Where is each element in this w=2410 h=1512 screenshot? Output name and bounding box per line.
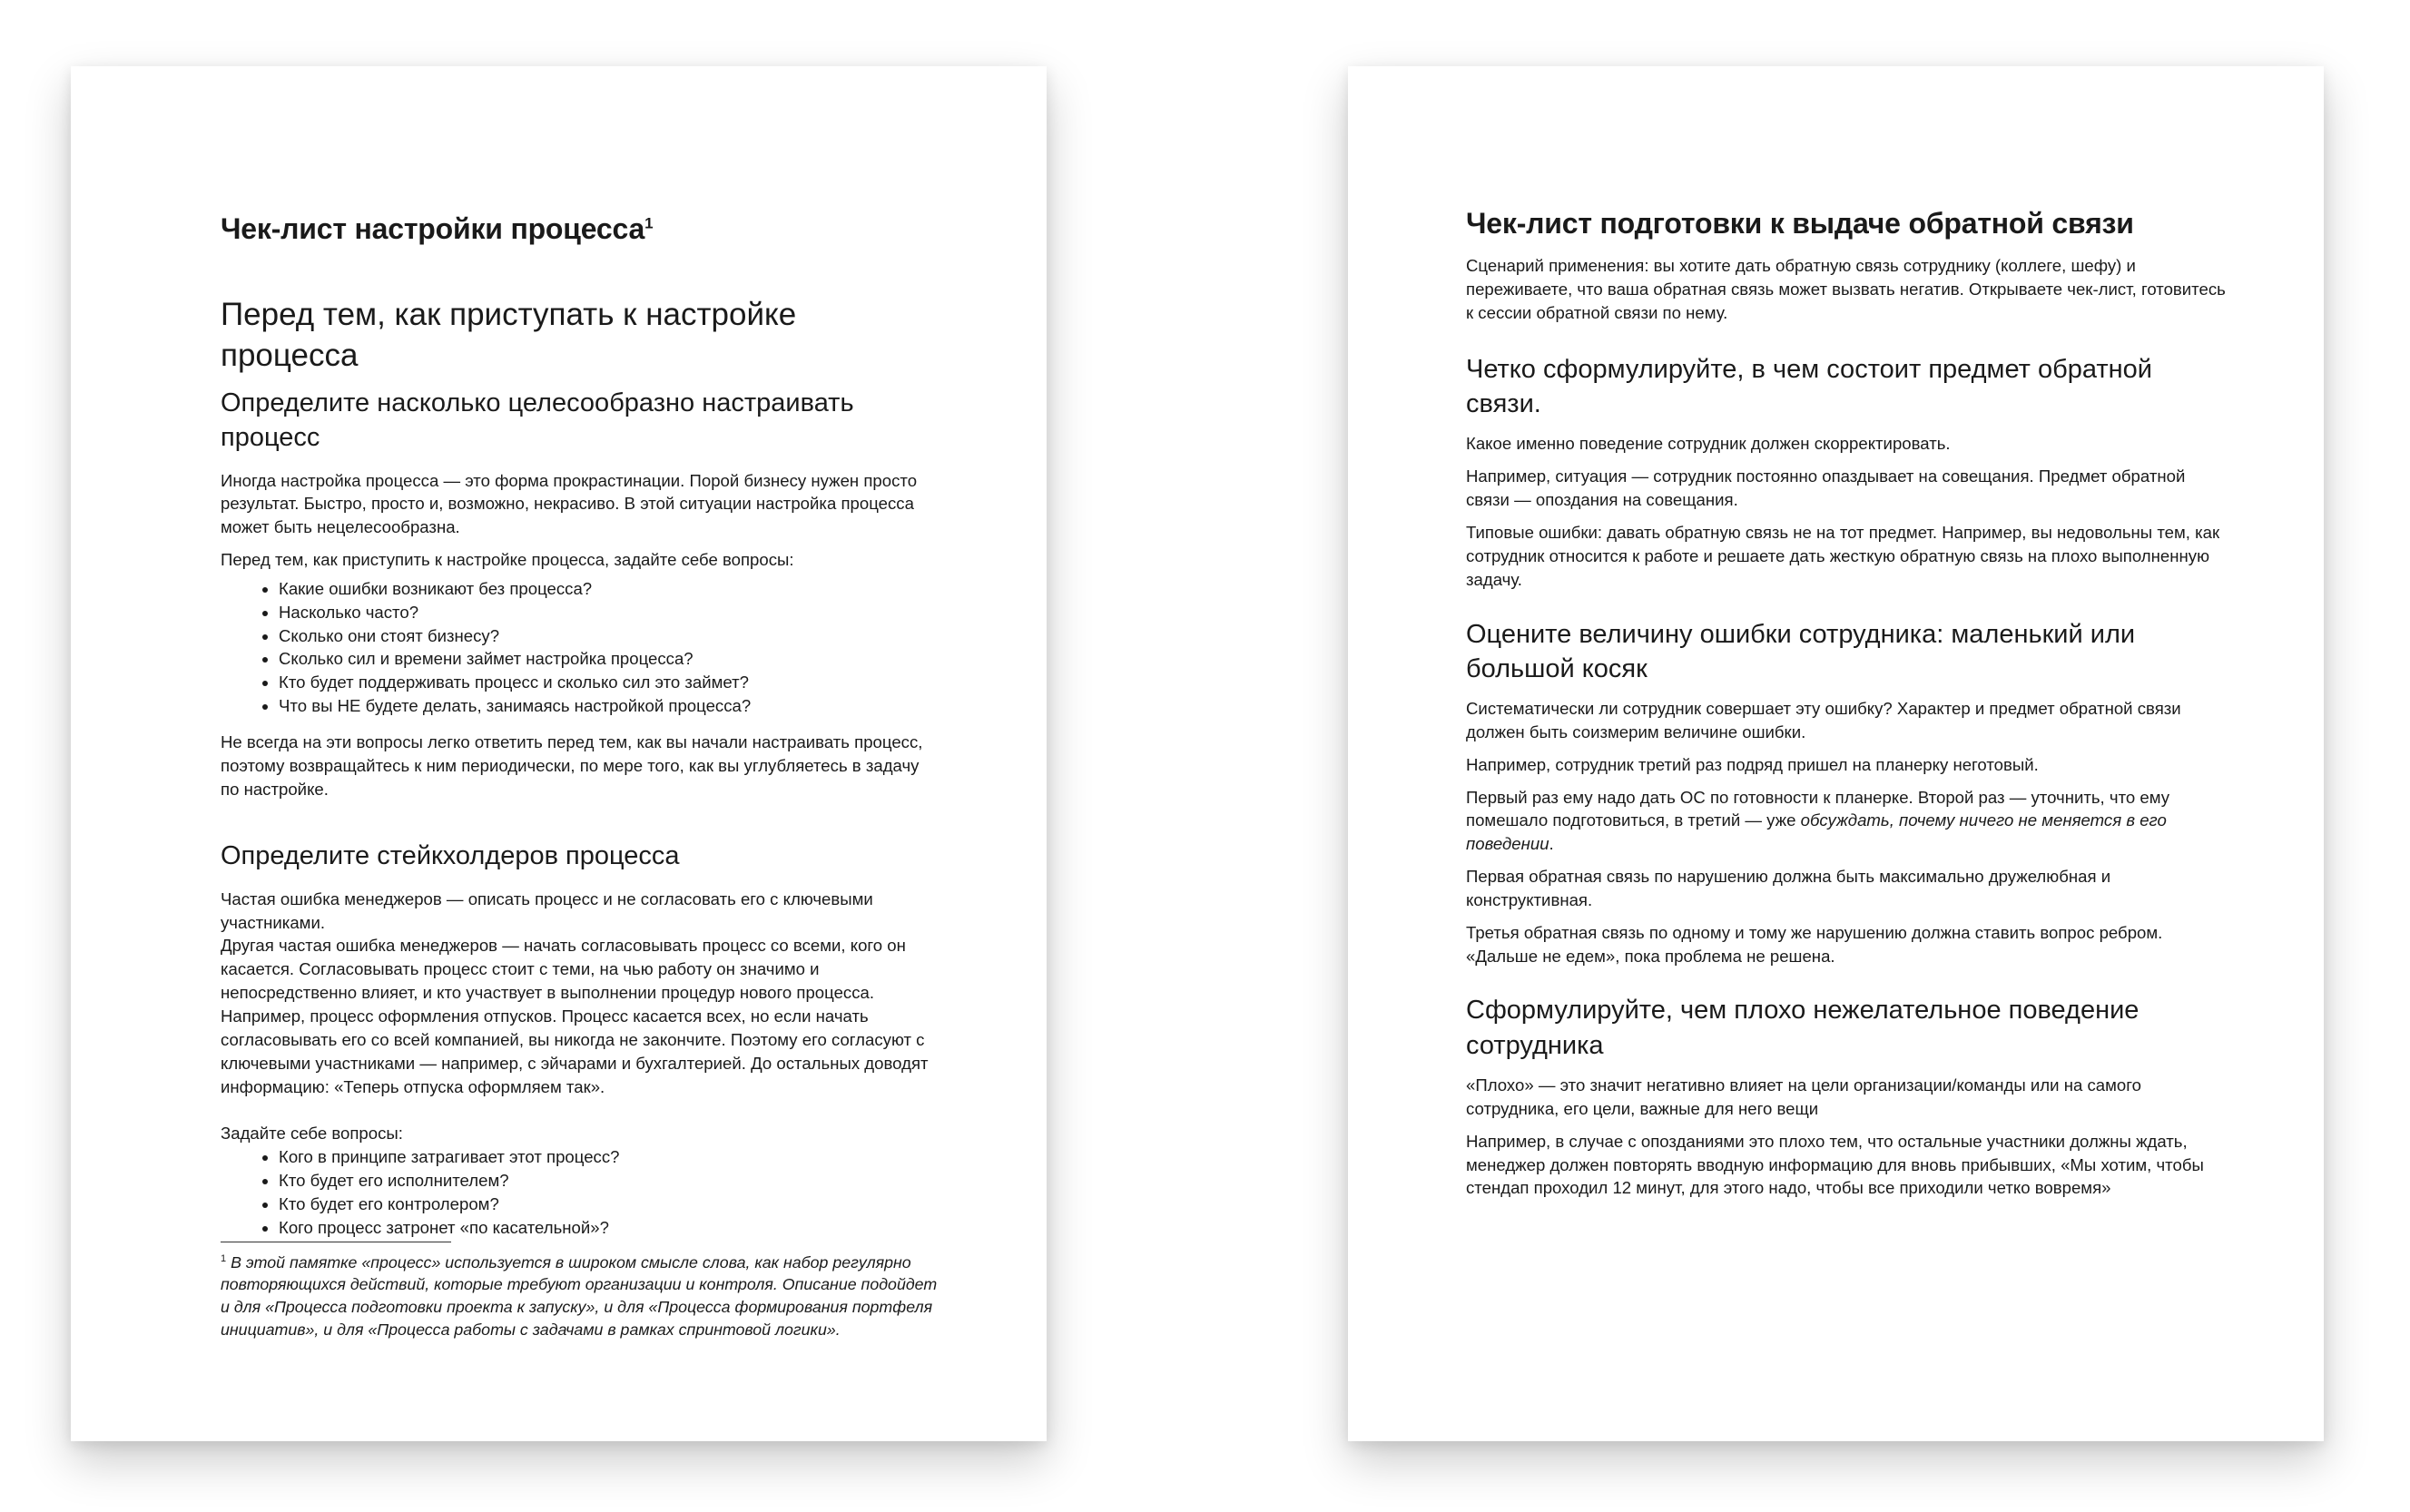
list-item: • Кто будет его контролером? [279,1193,938,1216]
subsection-title: Сформулируйте, чем плохо нежелательное поведение сотрудника [1466,996,2139,1060]
section-heading: Перед тем, как приступать к настройке процесса [221,297,797,374]
document-page-left [71,66,1047,1441]
paragraph: Другая частая ошибка менеджеров — начать согласовывать процесс со всеми, кого он касается. Согласовывать процесс стоит с теми, на чью работу он значимо и непосредственно влияет, и кто участвует в выполнении процедур нового процесса. Например, процесс оформления отпусков. Процесс касается всех, но если начать согласовывать его со всей компанией, вы никогда не закончите. Поэтому его согласуют с ключевыми участниками — например, с эйчарами и бухгалтерией. До остальных доводят информацию: «Теперь отпуска оформляем так». [221,936,929,1096]
list-item: • Сколько сил и времени займет настройка процесса? [279,647,938,671]
list-item: • Кто будет его исполнителем? [279,1169,938,1193]
footnote-mark: 1 [221,1252,227,1264]
subsection-title: Четко сформулируйте, в чем состоит предмет обратной связи. [1466,354,2152,419]
bullet-list [221,1145,938,1239]
page-title: Чек-лист настройки процесса$^1$ [221,212,654,245]
list-item: • Кто будет поддерживать процесс и сколько сил это займет? [279,671,938,694]
footnote-ref[interactable]: 1 [644,214,654,232]
paragraph: «Плохо» — это значит негативно влияет на цели организации/команды или на самого сотрудника, его цели, важные для него вещи [1466,1075,2141,1118]
list-item: • Кого в принципе затрагивает этот процесс? [279,1145,938,1169]
paragraph: Типовые ошибки: давать обратную связь не на тот предмет. Например, вы недовольны тем, как сотрудник относится к работе и решаете дать жесткую обратную связь на плохо выполненную задачу. [1466,522,2220,589]
subsection-title: Определите насколько целесообразно настраивать процесс [221,388,854,453]
paragraph: Какое именно поведение сотрудник должен скорректировать. [1466,434,1951,454]
paragraph: Систематически ли сотрудник совершает эту ошибку? Характер и предмет обратной связи должен быть соизмерим величине ошибки. [1466,699,2181,741]
document-page-right [1348,66,2324,1441]
paragraph: Третья обратная связь по одному и тому же нарушению должна ставить вопрос ребром. «Дальше не едем», пока проблема не решена. [1466,922,2163,966]
paragraph: Не всегда на эти вопросы легко ответить перед тем, как вы начали настраивать процесс, поэтому возвращайтесь к ним периодически, по мере того, как вы углубляетесь в задачу по настройке. [221,731,923,799]
paragraph: Первый раз ему надо дать ОС по готовности к планерке. Второй раз — уточнить, что ему помешало подготовиться, в третий — уже обсуждать, почему ничего не меняется в его поведении. [1466,787,2170,854]
list-item: • Что вы НЕ будете делать, занимаясь настройкой процесса? [279,694,938,718]
paragraph: Перед тем, как приступить к настройке процесса, задайте себе вопросы: [221,550,794,570]
paragraph: Иногда настройка процесса — это форма прокрастинации. Порой бизнесу нужен просто результат. Быстро, просто и, возможно, некрасиво. В этой ситуации настройка процесса может быть нецелесообразна. [221,470,918,537]
paragraph: Например, в случае с опозданиями это плохо тем, что остальные участники должны ждать, менеджер должен повторять вводную информацию для вновь прибывших, «Мы хотим, чтобы стендап проходил 12 минут, для этого надо, чтобы все приходили четко вовремя» [1466,1131,2204,1198]
page-title: Чек-лист подготовки к выдаче обратной связи [1466,207,2134,240]
list-item: • Насколько часто? [279,601,938,624]
subsection-title: Оцените величину ошибки сотрудника: маленький или большой косяк [1466,619,2136,683]
footnote [221,1252,938,1342]
paragraph: Первая обратная связь по нарушению должна быть максимально дружелюбная и конструктивная. [1466,867,2111,909]
footnote-text: В этой памятке «процесс» используется в широком смысле слова, как набор регулярно повторяющихся действий, которые требуют организации и контроля. Описание подойдет и для «Процесса подготовки проекта к запуску», и для «Процесса формирования портфеля инициатив», и для «Процесса работы с задачами в рамках спринтовой логики». [221,1252,938,1340]
bullet-list [221,577,938,718]
list-item: • Кого процесс затронет «по касательной»? [279,1216,938,1240]
paragraph: Частая ошибка менеджеров — описать процесс и не согласовать его с ключевыми участниками. [221,889,873,932]
paragraph: Например, ситуация — сотрудник постоянно опаздывает на совещания. Предмет обратной связи — опоздания на совещания. [1466,466,2186,510]
list-item: • Какие ошибки возникают без процесса? [279,577,938,601]
list-item: • Сколько они стоят бизнесу? [279,624,938,648]
paragraph: Задайте себе вопросы: [221,1124,403,1144]
emphasis-text: обсуждать, почему ничего не меняется в его поведении [1466,810,2167,854]
paragraph: Например, сотрудник третий раз подряд пришел на планерку неготовый. [1466,754,2039,774]
intro-paragraph: Сценарий применения: вы хотите дать обратную связь сотруднику (коллеге, шефу) и переживаете, что ваша обратная связь может вызвать негатив. Открываете чек-лист, готовитесь к сессии обратной связи по нему. [1466,256,2226,323]
subsection-title: Определите стейкхолдеров процесса [221,841,680,871]
